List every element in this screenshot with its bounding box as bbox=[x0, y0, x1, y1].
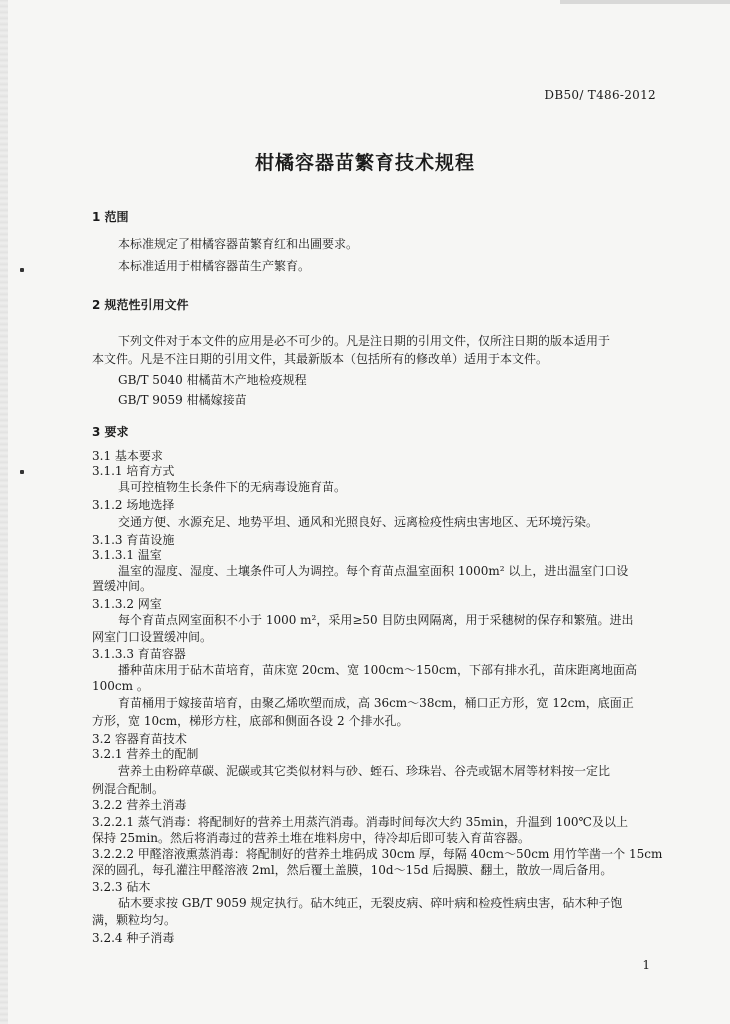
text-line: 具可控植物生长条件下的无病毒设施育苗。 bbox=[118, 480, 347, 494]
text-line: 例混合配制。 bbox=[92, 782, 165, 796]
text-line: 3.2.2 营养土消毒 bbox=[92, 798, 187, 812]
text-line: 下列文件对于本文件的应用是必不可少的。凡是注日期的引用文件，仅所注日期的版本适用于 bbox=[118, 334, 611, 348]
page-number: 1 bbox=[642, 958, 650, 972]
text-line: 3.2.4 种子消毒 bbox=[92, 931, 175, 945]
text-line: 3.1.3 育苗设施 bbox=[92, 533, 175, 547]
document-title: 柑橘容器苗繁育技术规程 bbox=[254, 152, 475, 174]
text-line: 保持 25min。然后将消毒过的营养土堆在堆料房中，待冷却后即可装入育苗容器。 bbox=[92, 831, 531, 845]
scan-top-artifact bbox=[560, 0, 730, 4]
text-line: 100cm 。 bbox=[92, 679, 149, 693]
text-line: 温室的湿度、湿度、土壤条件可人为调控。每个育苗点温室面积 1000m² 以上，进出温室门口设 bbox=[118, 564, 629, 578]
text-line: 营养土由粉碎草碳、泥碳或其它类似材料与砂、蛭石、珍珠岩、谷壳或锯木屑等材料按一定比 bbox=[118, 764, 611, 778]
text-line: 3.2 容器育苗技术 bbox=[92, 732, 187, 746]
text-line: 3.2.3 砧木 bbox=[92, 880, 151, 894]
text-line: 砧木要求按 GB/T 9059 规定执行。砧木纯正，无裂皮病、碎叶病和检疫性病虫害，砧木种子饱 bbox=[118, 896, 623, 910]
text-line: 育苗桶用于嫁接苗培育，由聚乙烯吹塑而成，高 36cm～38cm，桶口正方形，宽 12cm，底面正 bbox=[118, 696, 634, 710]
text-line: 交通方便、水源充足、地势平坦、通风和光照良好、远离检疫性病虫害地区、无环境污染。 bbox=[118, 515, 599, 529]
text-line: 满，颗粒均匀。 bbox=[92, 913, 177, 927]
text-line: 每个育苗点网室面积不小于 1000 m²，采用≥50 目防虫网隔离，用于采穗树的保存和繁殖。进出 bbox=[118, 613, 634, 627]
text-line: 3.1.2 场地选择 bbox=[92, 498, 175, 512]
text-line: 3.1.3.1 温室 bbox=[92, 548, 162, 562]
section-heading: 2 规范性引用文件 bbox=[92, 298, 189, 312]
text-line: 深的圆孔，每孔灌注甲醛溶液 2ml，然后覆土盖膜，10d～15d 后揭膜、翻土，散放一周后备用。 bbox=[92, 863, 613, 877]
text-line: 3.1.1 培育方式 bbox=[92, 464, 175, 478]
text-line: 本标准适用于柑橘容器苗生产繁育。 bbox=[118, 259, 311, 273]
section-heading: 1 范围 bbox=[92, 210, 129, 224]
text-line: 3.1 基本要求 bbox=[92, 449, 163, 463]
binding-mark bbox=[20, 470, 24, 474]
text-line: 置缓冲间。 bbox=[92, 579, 153, 593]
text-line: GB/T 5040 柑橘苗木产地检疫规程 bbox=[118, 373, 307, 387]
text-line: GB/T 9059 柑橘嫁接苗 bbox=[118, 393, 247, 407]
text-line: 方形，宽 10cm，梯形方柱，底部和侧面各设 2 个排水孔。 bbox=[92, 714, 409, 728]
text-line: 3.2.2.2 甲醛溶液熏蒸消毒：将配制好的营养土堆码成 30cm 厚，每隔 40cm～50cm 用竹竿凿一个 15cm bbox=[92, 847, 663, 861]
text-line: 本文件。凡是不注日期的引用文件，其最新版本（包括所有的修改单）适用于本文件。 bbox=[92, 352, 549, 366]
text-line: 播种苗床用于砧木苗培育，苗床宽 20cm、宽 100cm～150cm，下部有排水孔，苗床距离地面高 bbox=[118, 663, 638, 677]
document-number: DB50/ T486-2012 bbox=[544, 88, 656, 102]
text-line: 3.1.3.3 育苗容器 bbox=[92, 647, 186, 661]
binding-mark bbox=[20, 268, 24, 272]
section-heading: 3 要求 bbox=[92, 425, 129, 439]
text-line: 3.1.3.2 网室 bbox=[92, 597, 162, 611]
text-line: 3.2.2.1 蒸气消毒：将配制好的营养土用蒸汽消毒。消毒时间每次大约 35min，升温到 100℃及以上 bbox=[92, 815, 628, 829]
text-line: 本标准规定了柑橘容器苗繁育红和出圃要求。 bbox=[118, 237, 359, 251]
text-line: 3.2.1 营养土的配制 bbox=[92, 747, 199, 761]
text-line: 网室门口设置缓冲间。 bbox=[92, 630, 213, 644]
